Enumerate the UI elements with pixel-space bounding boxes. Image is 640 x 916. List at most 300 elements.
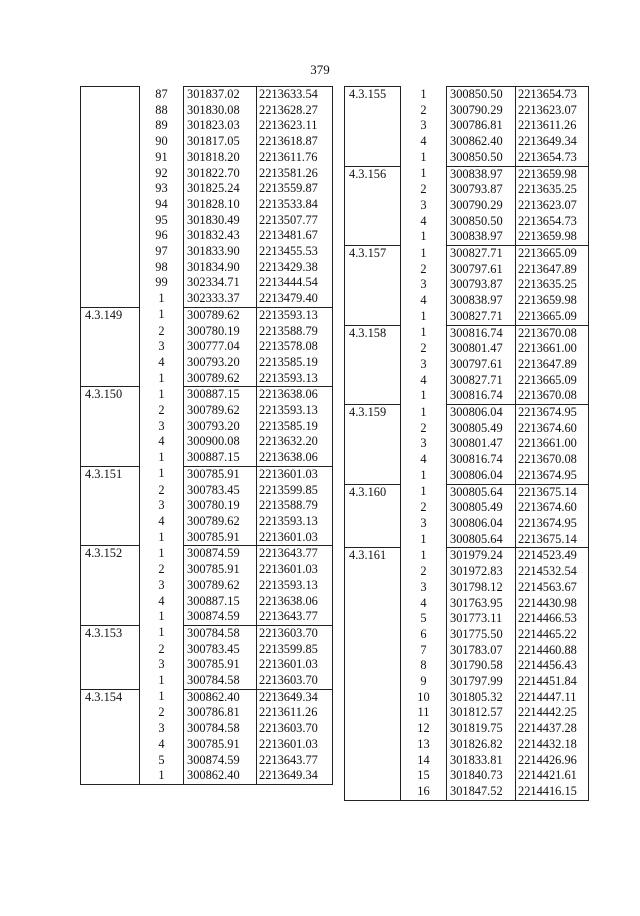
y-coordinate: 2213444.54 — [257, 275, 333, 291]
y-coordinate: 2213670.08 — [516, 452, 589, 468]
table-row — [345, 548, 589, 564]
y-coordinate: 2213593.13 — [257, 403, 333, 419]
table-row — [81, 657, 333, 673]
y-coordinate: 2214447.11 — [516, 690, 589, 706]
table-row — [345, 690, 589, 706]
section-id — [345, 784, 401, 800]
point-number: 4 — [420, 595, 427, 610]
table-row — [81, 275, 333, 291]
point-number: 1 — [420, 404, 427, 419]
point-number: 97 — [155, 244, 168, 259]
table-row — [81, 134, 333, 150]
table-row — [345, 87, 589, 103]
y-coordinate: 2213674.60 — [516, 421, 589, 437]
table-row — [345, 262, 589, 278]
y-coordinate: 2213643.77 — [257, 546, 333, 562]
table-row — [81, 498, 333, 514]
section-id — [345, 611, 401, 627]
table-row — [81, 434, 333, 450]
table-row — [81, 324, 333, 340]
point-number: 15 — [417, 768, 430, 783]
x-coordinate: 300793.20 — [184, 419, 257, 435]
x-coordinate: 300805.64 — [447, 532, 516, 548]
y-coordinate: 2213654.73 — [516, 87, 589, 103]
x-coordinate: 300785.91 — [184, 657, 257, 673]
point-number: 1 — [420, 166, 427, 181]
table-row — [81, 530, 333, 546]
y-coordinate: 2213649.34 — [257, 768, 333, 784]
point-number: 3 — [420, 515, 427, 530]
point-number: 10 — [417, 689, 430, 704]
x-coordinate: 301790.58 — [447, 658, 516, 674]
x-coordinate: 300816.74 — [447, 452, 516, 468]
section-id — [81, 721, 140, 737]
section-id: 4.3.155 — [345, 87, 401, 103]
point-number: 1 — [420, 547, 427, 562]
y-coordinate: 2214430.98 — [516, 596, 589, 612]
table-row — [81, 166, 333, 182]
x-coordinate: 301775.50 — [447, 627, 516, 643]
section-id — [345, 768, 401, 784]
section-id — [345, 596, 401, 612]
section-id — [81, 483, 140, 499]
section-id — [81, 339, 140, 355]
point-number: 1 — [158, 625, 165, 640]
table-row — [345, 229, 589, 245]
y-coordinate: 2213429.38 — [257, 260, 333, 276]
section-id — [81, 181, 140, 197]
section-id — [81, 355, 140, 371]
table-row — [81, 339, 333, 355]
point-number: 1 — [158, 466, 165, 481]
x-coordinate: 301830.08 — [184, 103, 257, 119]
section-id — [345, 564, 401, 580]
point-number: 3 — [420, 436, 427, 451]
y-coordinate: 2213611.26 — [257, 705, 333, 721]
point-number: 11 — [417, 705, 430, 720]
point-number: 4 — [158, 434, 165, 449]
table-row — [345, 580, 589, 596]
x-coordinate: 300838.97 — [447, 293, 516, 309]
x-coordinate: 300850.50 — [447, 150, 516, 166]
x-coordinate: 301979.24 — [447, 548, 516, 564]
table-row — [345, 118, 589, 134]
x-coordinate: 300785.91 — [184, 530, 257, 546]
point-number: 1 — [420, 388, 427, 403]
section-id — [81, 562, 140, 578]
y-coordinate: 2213638.06 — [257, 387, 333, 403]
y-coordinate: 2214532.54 — [516, 564, 589, 580]
point-number: 4 — [420, 134, 427, 149]
table-row — [345, 658, 589, 674]
y-coordinate: 2213659.98 — [516, 229, 589, 245]
y-coordinate: 2213661.00 — [516, 436, 589, 452]
table-row — [81, 721, 333, 737]
point-number: 2 — [158, 403, 165, 418]
y-coordinate: 2213665.09 — [516, 246, 589, 262]
x-coordinate: 300790.29 — [447, 103, 516, 119]
x-coordinate: 301783.07 — [447, 643, 516, 659]
section-id — [345, 277, 401, 293]
coordinates-table-left — [80, 86, 333, 785]
x-coordinate: 300827.71 — [447, 309, 516, 325]
section-id — [81, 118, 140, 134]
y-coordinate: 2214451.84 — [516, 674, 589, 690]
point-number: 98 — [155, 259, 168, 274]
y-coordinate: 2213601.03 — [257, 530, 333, 546]
table-row — [345, 341, 589, 357]
x-coordinate: 301825.24 — [184, 181, 257, 197]
point-number: 2 — [420, 420, 427, 435]
point-number: 2 — [420, 341, 427, 356]
y-coordinate: 2214456.43 — [516, 658, 589, 674]
table-row — [81, 307, 333, 323]
point-number: 1 — [158, 370, 165, 385]
y-coordinate: 2213638.06 — [257, 450, 333, 466]
section-id — [345, 658, 401, 674]
y-coordinate: 2214426.96 — [516, 753, 589, 769]
y-coordinate: 2213623.11 — [257, 118, 333, 134]
y-coordinate: 2213559.87 — [257, 181, 333, 197]
table-row — [81, 150, 333, 166]
x-coordinate: 301830.49 — [184, 213, 257, 229]
point-number: 13 — [417, 736, 430, 751]
y-coordinate: 2213659.98 — [516, 293, 589, 309]
x-coordinate: 300887.15 — [184, 594, 257, 610]
table-row — [345, 768, 589, 784]
table-row — [345, 532, 589, 548]
y-coordinate: 2213479.40 — [257, 291, 333, 307]
section-id — [345, 436, 401, 452]
y-coordinate: 2213593.13 — [257, 514, 333, 530]
x-coordinate: 300783.45 — [184, 483, 257, 499]
table-row — [345, 293, 589, 309]
point-number: 4 — [420, 293, 427, 308]
point-number: 93 — [155, 181, 168, 196]
section-id — [345, 341, 401, 357]
table-row — [81, 371, 333, 387]
y-coordinate: 2213611.76 — [257, 150, 333, 166]
y-coordinate: 2214563.67 — [516, 580, 589, 596]
x-coordinate: 300786.81 — [447, 118, 516, 134]
section-id — [345, 580, 401, 596]
section-id — [345, 532, 401, 548]
y-coordinate: 2213599.85 — [257, 483, 333, 499]
section-id — [81, 87, 140, 103]
y-coordinate: 2213585.19 — [257, 419, 333, 435]
x-coordinate: 300797.61 — [447, 357, 516, 373]
x-coordinate: 300827.71 — [447, 246, 516, 262]
y-coordinate: 2213581.26 — [257, 166, 333, 182]
point-number: 5 — [420, 611, 427, 626]
section-id — [345, 134, 401, 150]
coordinates-table-right — [344, 86, 589, 801]
y-coordinate: 2214523.49 — [516, 548, 589, 564]
section-id — [81, 737, 140, 753]
y-coordinate: 2213593.13 — [257, 371, 333, 387]
table-row — [345, 753, 589, 769]
table-row — [81, 546, 333, 562]
section-id — [81, 450, 140, 466]
x-coordinate: 301833.81 — [447, 753, 516, 769]
section-id — [345, 118, 401, 134]
y-coordinate: 2213665.09 — [516, 373, 589, 389]
point-number: 2 — [420, 261, 427, 276]
x-coordinate: 301832.43 — [184, 228, 257, 244]
x-coordinate: 300850.50 — [447, 214, 516, 230]
section-id — [81, 103, 140, 119]
x-coordinate: 300793.87 — [447, 277, 516, 293]
y-coordinate: 2213635.25 — [516, 182, 589, 198]
y-coordinate: 2213611.26 — [516, 118, 589, 134]
table-row — [81, 291, 333, 307]
x-coordinate: 300786.81 — [184, 705, 257, 721]
section-id — [345, 421, 401, 437]
table-row — [81, 673, 333, 689]
point-number: 2 — [420, 500, 427, 515]
x-coordinate: 300816.74 — [447, 325, 516, 341]
table-row — [81, 689, 333, 705]
section-id — [81, 403, 140, 419]
section-id: 4.3.150 — [81, 387, 140, 403]
point-number: 95 — [155, 212, 168, 227]
y-coordinate: 2213623.07 — [516, 103, 589, 119]
section-id — [81, 371, 140, 387]
point-number: 1 — [158, 529, 165, 544]
y-coordinate: 2213578.08 — [257, 339, 333, 355]
section-id — [345, 262, 401, 278]
table-row — [81, 244, 333, 260]
point-number: 3 — [158, 339, 165, 354]
y-coordinate: 2213635.25 — [516, 277, 589, 293]
x-coordinate: 300777.04 — [184, 339, 257, 355]
point-number: 2 — [158, 482, 165, 497]
x-coordinate: 300806.04 — [447, 468, 516, 484]
section-id: 4.3.158 — [345, 325, 401, 341]
section-id — [345, 753, 401, 769]
section-id: 4.3.152 — [81, 546, 140, 562]
table-row — [345, 421, 589, 437]
y-coordinate: 2213647.89 — [516, 262, 589, 278]
right-table-body — [345, 87, 589, 801]
section-id — [345, 388, 401, 404]
section-id — [345, 309, 401, 325]
point-number: 92 — [155, 165, 168, 180]
point-number: 4 — [158, 593, 165, 608]
table-row — [345, 721, 589, 737]
y-coordinate: 2213670.08 — [516, 325, 589, 341]
table-row — [81, 609, 333, 625]
y-coordinate: 2214465.22 — [516, 627, 589, 643]
table-row — [81, 228, 333, 244]
point-number: 88 — [155, 102, 168, 117]
section-id — [81, 324, 140, 340]
y-coordinate: 2213649.34 — [257, 689, 333, 705]
section-id — [81, 197, 140, 213]
table-row — [345, 325, 589, 341]
section-id — [81, 498, 140, 514]
point-number: 3 — [158, 498, 165, 513]
point-number: 94 — [155, 196, 168, 211]
table-row — [345, 436, 589, 452]
table-row — [345, 198, 589, 214]
y-coordinate: 2213593.13 — [257, 578, 333, 594]
table-row — [81, 450, 333, 466]
point-number: 1 — [420, 308, 427, 323]
table-row — [81, 753, 333, 769]
point-number: 1 — [158, 545, 165, 560]
point-number: 1 — [158, 307, 165, 322]
point-number: 1 — [158, 386, 165, 401]
x-coordinate: 301773.11 — [447, 611, 516, 627]
point-number: 4 — [158, 513, 165, 528]
table-row — [81, 103, 333, 119]
section-id — [81, 213, 140, 229]
y-coordinate: 2213588.79 — [257, 498, 333, 514]
y-coordinate: 2213588.79 — [257, 324, 333, 340]
point-number: 2 — [158, 323, 165, 338]
section-id — [345, 627, 401, 643]
section-id — [81, 753, 140, 769]
section-id — [345, 674, 401, 690]
y-coordinate: 2214437.28 — [516, 721, 589, 737]
section-id — [81, 419, 140, 435]
section-id — [345, 182, 401, 198]
y-coordinate: 2213638.06 — [257, 594, 333, 610]
table-row — [345, 500, 589, 516]
x-coordinate: 301798.12 — [447, 580, 516, 596]
y-coordinate: 2213675.14 — [516, 532, 589, 548]
point-number: 3 — [420, 118, 427, 133]
x-coordinate: 300887.15 — [184, 450, 257, 466]
x-coordinate: 300862.40 — [184, 768, 257, 784]
section-id — [345, 150, 401, 166]
y-coordinate: 2213654.73 — [516, 214, 589, 230]
y-coordinate: 2213603.70 — [257, 673, 333, 689]
x-coordinate: 301763.95 — [447, 596, 516, 612]
section-id — [81, 609, 140, 625]
x-coordinate: 300789.62 — [184, 371, 257, 387]
table-row — [81, 403, 333, 419]
x-coordinate: 301823.03 — [184, 118, 257, 134]
y-coordinate: 2214466.53 — [516, 611, 589, 627]
section-id — [81, 514, 140, 530]
section-id — [81, 642, 140, 658]
x-coordinate: 300874.59 — [184, 609, 257, 625]
x-coordinate: 300790.29 — [447, 198, 516, 214]
x-coordinate: 300805.49 — [447, 500, 516, 516]
point-number: 14 — [417, 752, 430, 767]
section-id — [345, 198, 401, 214]
point-number: 2 — [420, 182, 427, 197]
section-id — [81, 275, 140, 291]
x-coordinate: 300887.15 — [184, 387, 257, 403]
x-coordinate: 301812.57 — [447, 705, 516, 721]
table-row — [81, 514, 333, 530]
y-coordinate: 2214442.25 — [516, 705, 589, 721]
y-coordinate: 2213628.27 — [257, 103, 333, 119]
y-coordinate: 2213601.03 — [257, 466, 333, 482]
table-row — [345, 357, 589, 373]
point-number: 87 — [155, 86, 168, 101]
x-coordinate: 300785.91 — [184, 737, 257, 753]
y-coordinate: 2213632.20 — [257, 434, 333, 450]
point-number: 3 — [420, 579, 427, 594]
point-number: 3 — [158, 577, 165, 592]
section-id — [345, 737, 401, 753]
y-coordinate: 2213649.34 — [516, 134, 589, 150]
x-coordinate: 301826.82 — [447, 737, 516, 753]
section-id: 4.3.154 — [81, 689, 140, 705]
x-coordinate: 300789.62 — [184, 514, 257, 530]
table-row — [345, 611, 589, 627]
x-coordinate: 302334.71 — [184, 275, 257, 291]
point-number: 2 — [158, 641, 165, 656]
table-row — [345, 468, 589, 484]
y-coordinate: 2213618.87 — [257, 134, 333, 150]
x-coordinate: 301805.32 — [447, 690, 516, 706]
x-coordinate: 300874.59 — [184, 753, 257, 769]
x-coordinate: 300789.62 — [184, 578, 257, 594]
point-number: 6 — [420, 626, 427, 641]
point-number: 12 — [417, 721, 430, 736]
table-row — [345, 737, 589, 753]
x-coordinate: 300793.20 — [184, 355, 257, 371]
table-row — [345, 405, 589, 421]
section-id — [81, 657, 140, 673]
table-row — [345, 784, 589, 800]
table-row — [345, 277, 589, 293]
y-coordinate: 2213585.19 — [257, 355, 333, 371]
x-coordinate: 300862.40 — [447, 134, 516, 150]
x-coordinate: 300850.50 — [447, 87, 516, 103]
section-id: 4.3.149 — [81, 307, 140, 323]
table-row — [345, 516, 589, 532]
point-number: 89 — [155, 118, 168, 133]
point-number: 16 — [401, 784, 447, 800]
x-coordinate: 300789.62 — [184, 307, 257, 323]
point-number: 2 — [420, 564, 427, 579]
y-coordinate: 2213601.03 — [257, 657, 333, 673]
section-id — [81, 134, 140, 150]
x-coordinate: 300816.74 — [447, 388, 516, 404]
x-coordinate: 300784.58 — [184, 625, 257, 641]
section-id — [345, 705, 401, 721]
x-coordinate: 301834.90 — [184, 260, 257, 276]
table-row — [81, 118, 333, 134]
table-row — [345, 388, 589, 404]
point-number: 1 — [158, 673, 165, 688]
section-id — [345, 373, 401, 389]
point-number: 5 — [158, 752, 165, 767]
left-table-body — [81, 87, 333, 785]
point-number: 4 — [420, 213, 427, 228]
x-coordinate: 300838.97 — [447, 229, 516, 245]
section-id — [345, 229, 401, 245]
y-coordinate: 2213670.08 — [516, 388, 589, 404]
table-row — [81, 625, 333, 641]
y-coordinate: 2213593.13 — [257, 307, 333, 323]
point-number: 4 — [420, 452, 427, 467]
x-coordinate: 300797.61 — [447, 262, 516, 278]
y-coordinate: 2213455.53 — [257, 244, 333, 260]
table-row — [81, 466, 333, 482]
section-id: 4.3.160 — [345, 484, 401, 500]
table-row — [345, 643, 589, 659]
x-coordinate: 301840.73 — [447, 768, 516, 784]
table-row — [81, 483, 333, 499]
x-coordinate: 300805.64 — [447, 484, 516, 500]
